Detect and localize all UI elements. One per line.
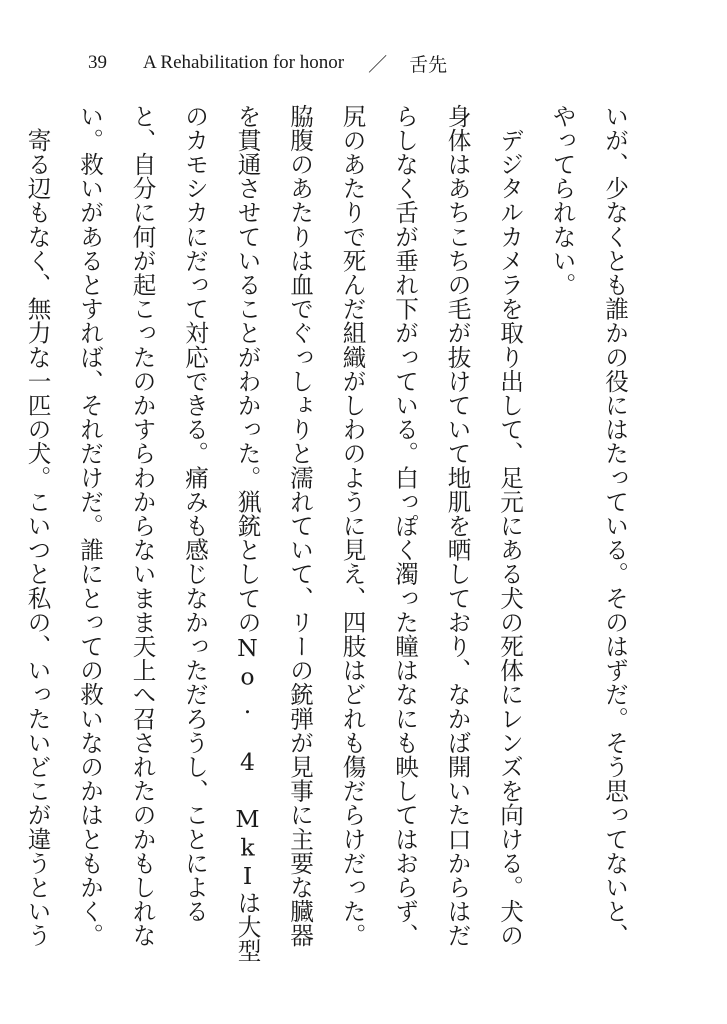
author-name: 舌先 [409,54,448,76]
page-number: 39 [88,52,107,73]
book-title: A Rehabilitation for honor [143,52,345,73]
page-header [88,48,648,78]
vertical-body-text [23,104,641,964]
header-separator: ／ [368,54,388,76]
paragraph-1: いが、少なくとも誰かの役にはたっている。そのはずだ。そう思ってないと、やってられない。 [548,104,629,948]
paragraph-3: 寄る辺もなく、無力な一匹の犬。こいつと私の、いったいどこが違うという [23,128,52,948]
paragraph-2: デジタルカメラを取り出して、足元にある犬の死体にレンズを向ける。犬の身体はあちこちの毛が抜けていて地肌を晒しており、なかば開いた口からはだらしなく舌が垂れ下がっている。白っぽく濁った瞳はなにも映してはおらず、尻のあたりで死んだ組織がしわのように見え、四肢はどれも傷だらけだった。脇腹のあたりは血でぐっしょりと濡れていて、リーの銃弾が見事に主要な臓器を貫通させていることがわかった。猟銃としてのNo. 4 MkⅠは大型のカモシカにだって対応できる。痛みも感じなかっただろうし、ことによると、自分に何が起こったのかすらわからないまま天上へ召されたのかもしれない。救いがあるとすれば、それだけだ。誰にとっての救いなのかはともかく。 [76,104,524,963]
